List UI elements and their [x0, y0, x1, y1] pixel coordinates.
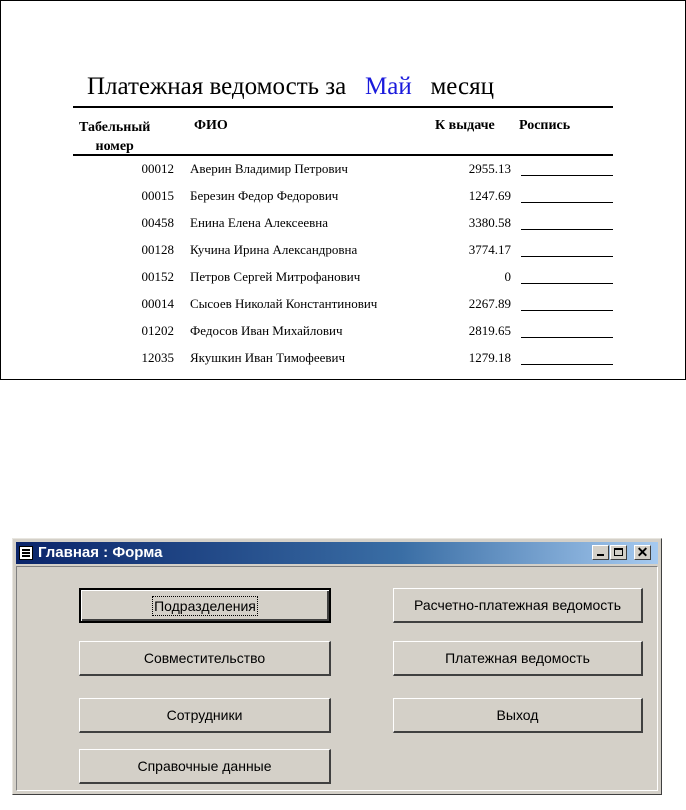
report-month: Май: [365, 73, 412, 100]
maximize-icon: [614, 548, 623, 556]
row-signature-line: [521, 283, 613, 284]
row-fio: Березин Федор Федорович: [190, 188, 339, 203]
row-amount: 2955.13: [468, 161, 511, 176]
maximize-button[interactable]: [610, 545, 627, 560]
form-body: [16, 566, 658, 791]
part-time-button[interactable]: [79, 641, 331, 676]
window-title: Главная : Форма: [38, 544, 163, 561]
row-signature-line: [521, 229, 613, 230]
row-amount: 0: [504, 269, 511, 284]
row-tab-number: 12035: [141, 350, 174, 365]
reference-data-button-label: Справочные данные: [137, 758, 272, 774]
row-tab-number: 00012: [141, 161, 174, 176]
row-tab-number: 00458: [141, 215, 174, 230]
minimize-icon: [597, 554, 604, 556]
column-header-tab-line1: Табельный: [79, 120, 151, 135]
header-top-rule: [73, 106, 613, 108]
row-amount: 3774.17: [468, 242, 511, 257]
report-title-prefix: Платежная ведомость за: [87, 73, 347, 100]
row-signature-line: [521, 310, 613, 311]
row-tab-number: 00128: [141, 242, 174, 257]
table-row: [1, 269, 685, 295]
row-amount: 1279.18: [468, 350, 511, 365]
exit-button[interactable]: [393, 698, 643, 733]
table-row: [1, 242, 685, 268]
table-row: [1, 215, 685, 241]
column-header-sign: Роспись: [519, 118, 571, 133]
row-amount: 1247.69: [468, 188, 511, 203]
close-icon: ✕: [636, 544, 649, 560]
column-header-tab: [79, 118, 150, 156]
row-signature-line: [521, 256, 613, 257]
payroll-report: [0, 0, 686, 380]
table-row: [1, 161, 685, 187]
payment-statement-button-label: Платежная ведомость: [445, 650, 590, 666]
payment-statement-button[interactable]: [393, 641, 643, 676]
main-form-window: [12, 538, 662, 795]
payroll-statement-button-label: Расчетно-платежная ведомость: [413, 597, 621, 613]
reference-data-button[interactable]: [79, 749, 331, 784]
column-header-amount: К выдаче: [435, 118, 495, 133]
row-amount: 3380.58: [468, 215, 511, 230]
row-fio: Кучина Ирина Александровна: [190, 242, 358, 257]
departments-button-label: Подразделения: [154, 598, 256, 614]
row-fio: Сысоев Николай Константинович: [190, 296, 378, 311]
row-tab-number: 00015: [141, 188, 174, 203]
report-title-suffix: месяц: [430, 73, 494, 100]
employees-button-label: Сотрудники: [166, 707, 243, 723]
departments-button[interactable]: [79, 588, 331, 623]
row-fio: Якушкин Иван Тимофеевич: [190, 350, 346, 365]
minimize-button[interactable]: [592, 545, 609, 560]
table-row: [1, 350, 685, 376]
table-row: [1, 188, 685, 214]
row-signature-line: [521, 364, 613, 365]
row-tab-number: 00014: [141, 296, 174, 311]
row-fio: Енина Елена Алексеевна: [190, 215, 328, 230]
row-fio: Петров Сергей Митрофанович: [190, 269, 361, 284]
row-signature-line: [521, 337, 613, 338]
column-header-fio: ФИО: [194, 118, 228, 133]
title-bar[interactable]: [16, 542, 658, 564]
report-title: [87, 73, 494, 101]
row-tab-number: 01202: [141, 323, 174, 338]
column-header-tab-line2: номер: [95, 139, 134, 154]
row-signature-line: [521, 202, 613, 203]
payroll-statement-button[interactable]: [393, 588, 643, 623]
row-fio: Федосов Иван Михайлович: [190, 323, 343, 338]
row-amount: 2819.65: [468, 323, 511, 338]
employees-button[interactable]: [79, 698, 331, 733]
close-button[interactable]: [634, 545, 651, 560]
part-time-button-label: Совместительство: [143, 650, 266, 666]
row-amount: 2267.89: [468, 296, 511, 311]
form-icon[interactable]: [19, 546, 33, 560]
row-tab-number: 00152: [141, 269, 174, 284]
row-fio: Аверин Владимир Петрович: [190, 161, 348, 176]
header-bottom-rule: [73, 154, 613, 156]
exit-button-label: Выход: [496, 707, 539, 723]
table-row: [1, 323, 685, 349]
table-row: [1, 296, 685, 322]
row-signature-line: [521, 175, 613, 176]
